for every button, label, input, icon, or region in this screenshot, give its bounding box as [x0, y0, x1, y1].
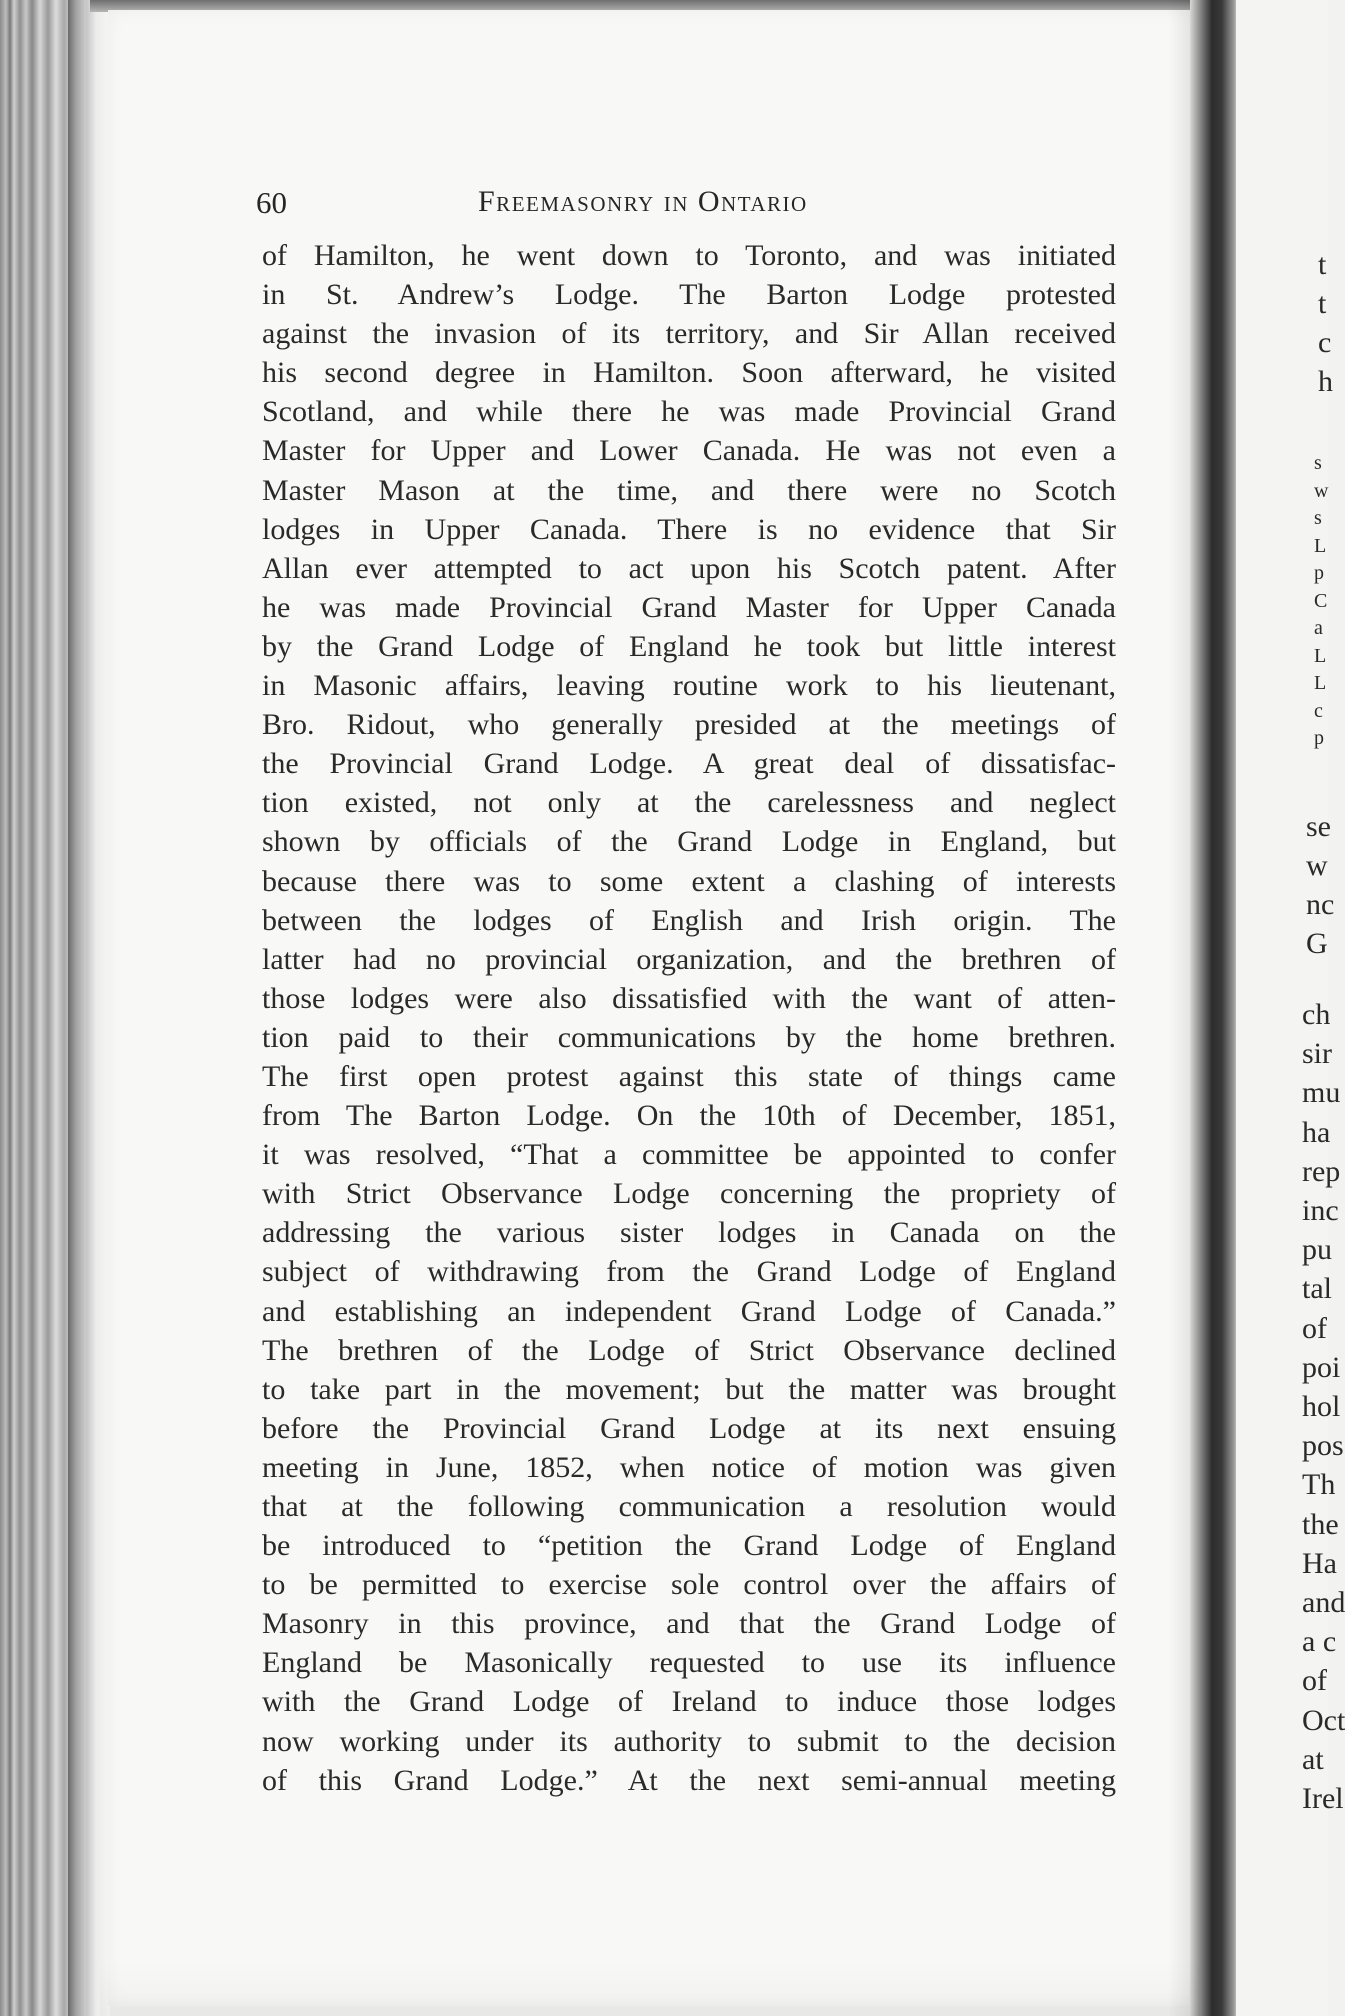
text-line: with the Grand Lodge of Ireland to induce those lodges — [262, 1685, 1116, 1719]
text-line: tion existed, not only at the carelessness and neglect — [262, 786, 1116, 820]
text-line: Scotland, and while there he was made Provincial Grand — [262, 395, 1116, 429]
text-line: and establishing an independent Grand Lodge of Canada.” — [262, 1294, 1116, 1328]
text-line: to take part in the movement; but the matter was brought — [262, 1372, 1116, 1406]
facing-page-text-fragment: inc — [1302, 1194, 1339, 1227]
text-line: because there was to some extent a clashing of interests — [262, 864, 1116, 898]
text-line: The first open protest against this state of things came — [262, 1059, 1116, 1093]
facing-page-text-fragment: Oct — [1302, 1703, 1345, 1737]
facing-page-text-fragment: s — [1314, 507, 1322, 529]
facing-page-text-fragment: c — [1314, 699, 1323, 722]
text-line: that at the following communication a resolution would — [262, 1490, 1116, 1523]
text-line: in St. Andrew’s Lodge. The Barton Lodge protested — [262, 278, 1116, 312]
facing-page-text-fragment: the — [1302, 1507, 1339, 1541]
text-line: of Hamilton, he went down to Toronto, and was initiated — [262, 239, 1116, 272]
facing-page-text-fragment: p — [1314, 727, 1324, 749]
facing-page-text-fragment: tal — [1302, 1272, 1332, 1306]
text-line: before the Provincial Grand Lodge at its next ensuing — [262, 1411, 1116, 1445]
text-line: his second degree in Hamilton. Soon afterward, he visited — [262, 356, 1116, 390]
facing-page-text-fragment: t — [1318, 287, 1327, 320]
book-gutter — [1190, 0, 1238, 2016]
text-line: Allan ever attempted to act upon his Scotch patent. After — [262, 551, 1116, 585]
facing-page-text-fragment: ha — [1302, 1115, 1331, 1149]
facing-page-text-fragment: a — [1314, 617, 1323, 639]
stacked-page-edges — [0, 0, 110, 2016]
facing-page-text-fragment: h — [1318, 365, 1333, 398]
text-line: England be Masonically requested to use its influence — [262, 1646, 1116, 1680]
bottom-shade — [100, 1960, 1200, 2016]
facing-page-text-fragment: and — [1302, 1586, 1345, 1619]
text-line: he was made Provincial Grand Master for Upper Canada — [262, 590, 1116, 624]
text-line: Masonry in this province, and that the Grand Lodge of — [262, 1607, 1116, 1641]
facing-page-text-fragment: w — [1314, 479, 1329, 502]
facing-page-text-fragment: p — [1314, 562, 1324, 584]
text-line: be introduced to “petition the Grand Lodge of England — [262, 1529, 1116, 1563]
text-line: addressing the various sister lodges in Canada on the — [262, 1216, 1116, 1250]
text-line: with Strict Observance Lodge concerning the propriety of — [262, 1177, 1116, 1211]
facing-page-text-fragment: Ha — [1302, 1546, 1337, 1580]
facing-page-text-fragment: se — [1306, 810, 1331, 843]
text-line: between the lodges of English and Irish origin. The — [262, 903, 1116, 937]
text-line: Master for Upper and Lower Canada. He was not even a — [262, 434, 1116, 468]
facing-page-text-fragment: L — [1314, 672, 1327, 694]
text-line: shown by officials of the Grand Lodge in England, but — [262, 825, 1116, 859]
text-line: in Masonic affairs, leaving routine work to his lieutenant, — [262, 669, 1116, 703]
text-line: subject of withdrawing from the Grand Lodge of England — [262, 1255, 1116, 1289]
facing-page-text-fragment: nc — [1306, 888, 1335, 921]
facing-page-text-fragment: t — [1318, 248, 1327, 281]
facing-page-text-fragment: sir — [1302, 1037, 1332, 1071]
facing-page-text-fragment: Th — [1302, 1468, 1336, 1502]
text-line: from The Barton Lodge. On the 10th of December, 1851, — [262, 1099, 1116, 1133]
text-line: The brethren of the Lodge of Strict Observance declined — [262, 1333, 1116, 1367]
facing-page-text-fragment: G — [1306, 927, 1328, 960]
facing-page-text-fragment: at — [1302, 1742, 1324, 1776]
text-line: meeting in June, 1852, when notice of motion was given — [262, 1450, 1116, 1484]
text-line: tion paid to their communications by the home brethren. — [262, 1020, 1116, 1054]
facing-page-text-fragment: pos — [1302, 1429, 1344, 1463]
facing-page-text-fragment: L — [1314, 534, 1327, 557]
body-text — [262, 236, 1116, 1800]
page-header — [256, 185, 1116, 225]
text-line: latter had no provincial organization, and the brethren of — [262, 942, 1116, 976]
text-line: to be permitted to exercise sole control over the affairs of — [262, 1568, 1116, 1602]
text-line: lodges in Upper Canada. There is no evidence that Sir — [262, 512, 1116, 546]
facing-page-text-fragment: poi — [1302, 1350, 1341, 1384]
facing-page-text-fragment: C — [1314, 589, 1328, 612]
facing-page-text-fragment: ch — [1302, 998, 1331, 1031]
facing-page-text-fragment: Irel — [1302, 1782, 1344, 1815]
facing-page-text-fragment: s — [1314, 452, 1322, 474]
facing-page-text-fragment: w — [1306, 849, 1328, 882]
facing-page-text-fragment: pu — [1302, 1233, 1332, 1267]
text-line: Bro. Ridout, who generally presided at the meetings of — [262, 708, 1116, 742]
facing-page-text-fragment: c — [1318, 326, 1332, 359]
text-line: now working under its authority to submit to the decision — [262, 1724, 1116, 1758]
text-line: it was resolved, “That a committee be appointed to confer — [262, 1138, 1116, 1172]
facing-page-fragment — [1236, 0, 1345, 2016]
page-number: 60 — [256, 185, 287, 220]
facing-page-text-fragment: mu — [1302, 1076, 1341, 1110]
facing-page-text-fragment: a c — [1302, 1625, 1337, 1659]
facing-page-text-fragment: hol — [1302, 1390, 1341, 1423]
text-line: against the invasion of its territory, and Sir Allan received — [262, 317, 1116, 351]
facing-page-text-fragment: of — [1302, 1664, 1327, 1698]
text-line: the Provincial Grand Lodge. A great deal of dissatisfac- — [262, 747, 1116, 781]
page-edge-shadow — [68, 0, 86, 2016]
text-line: by the Grand Lodge of England he took but little interest — [262, 629, 1116, 663]
text-line: Master Mason at the time, and there were no Scotch — [262, 473, 1116, 507]
facing-page-text-fragment: rep — [1302, 1154, 1341, 1188]
facing-page-text-fragment: of — [1302, 1311, 1327, 1345]
running-title: Freemasonry in Ontario — [478, 185, 808, 218]
text-line: of this Grand Lodge.” At the next semi-annual meeting — [262, 1763, 1116, 1797]
text-line: those lodges were also dissatisfied with the want of atten- — [262, 981, 1116, 1015]
facing-page-text-fragment: L — [1314, 644, 1327, 667]
